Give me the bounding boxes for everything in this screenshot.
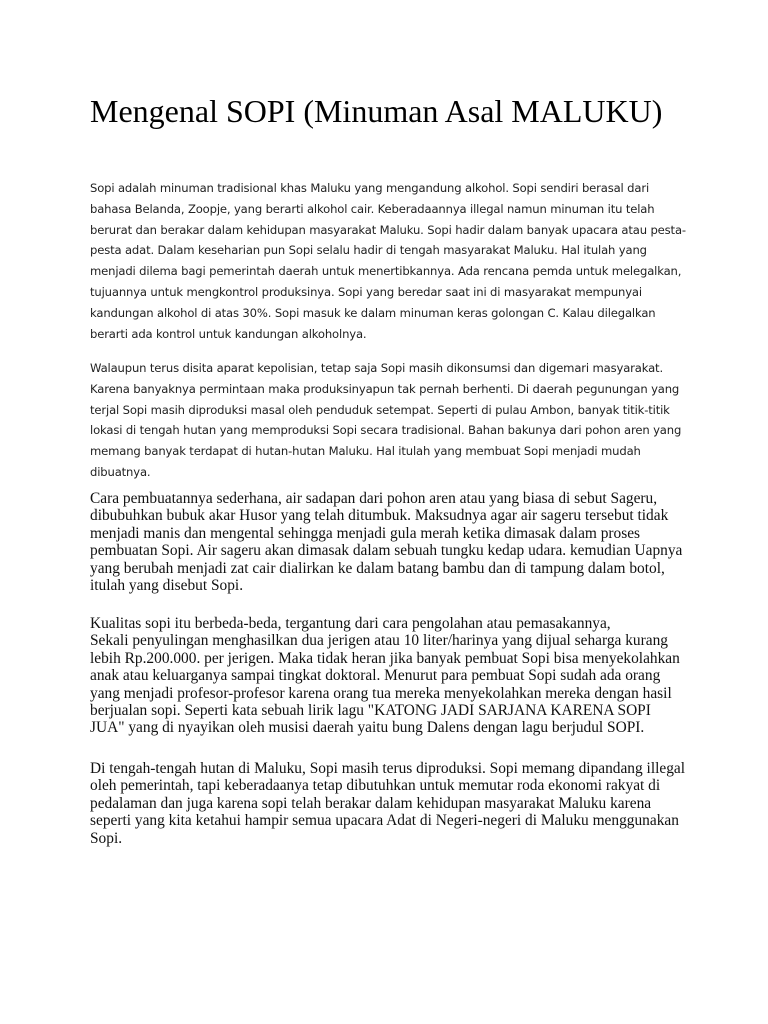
text-line: dibubuhkan bubuk akar Husor yang telah ditumbuk. Maksudnya agar air sageru tersebut tidak — [90, 507, 669, 525]
text-line: terjal Sopi masih diproduksi masal oleh penduduk setempat. Seperti di pulau Ambon, banyak titik-titik — [90, 402, 670, 417]
text-line: pembuatan Sopi. Air sageru akan dimasak dalam sebuah tungku kedap udara. kemudian Uapnya — [90, 542, 683, 560]
text-line: pedalaman dan juga karena sopi telah berakar dalam kehidupan masyarakat Maluku karena — [90, 794, 652, 812]
text-line: anak atau keluarganya sampai tingkat doktoral. Menurut para pembuat Sopi sudah ada orang — [90, 667, 661, 685]
text-line: lokasi di tengah hutan yang memproduksi Sopi secara tradisional. Bahan bakunya dari pohon aren yang — [90, 423, 682, 438]
paragraph-1 — [90, 178, 686, 344]
text-line: berjualan sopi. Seperti kata sebuah lirik lagu "KATONG JADI SARJANA KARENA SOPI — [90, 702, 651, 720]
paragraph-2 — [90, 358, 681, 483]
text-line: berarti ada kontrol untuk kandungan alkoholnya. — [90, 326, 367, 341]
document-title: Mengenal SOPI (Minuman Asal MALUKU) — [90, 93, 663, 129]
text-line: menjadi manis dan mengental sehingga menjadi gula merah ketika dimasak dalam proses — [90, 524, 641, 542]
text-line: menjadi dilema bagi pemerintah daerah untuk menertibkannya. Ada rencana pemda untuk melegalkan, — [90, 264, 682, 279]
text-line: Di tengah-tengah hutan di Maluku, Sopi masih terus diproduksi. Sopi memang dipandang illegal — [90, 760, 686, 777]
text-line: oleh pemerintah, tapi keberadaanya tetap dibutuhkan untuk memutar roda ekonomi rakyat di — [90, 777, 661, 795]
text-line: Sopi adalah minuman tradisional khas Maluku yang mengandung alkohol. Sopi sendiri berasal dari — [90, 181, 650, 195]
paragraph-5 — [90, 760, 685, 847]
text-line: pesta adat. Dalam keseharian pun Sopi selalu hadir di tengah masyarakat Maluku. Hal itulah yang — [90, 243, 647, 258]
text-line: kandungan alkohol di atas 30%. Sopi masuk ke dalam minuman keras golongan C. Kalau dilegalkan — [90, 305, 656, 320]
text-line: seperti yang kita ketahui hampir semua upacara Adat di Negeri-negeri di Maluku menggunakan — [90, 812, 679, 830]
text-line: Cara pembuatannya sederhana, air sadapan dari pohon aren atau yang biasa di sebut Sageru, — [90, 490, 658, 507]
text-line: lebih Rp.200.000. per jerigen. Maka tidak heran jika banyak pembuat Sopi bisa menyekolahkan — [90, 649, 680, 667]
text-line: Sekali penyulingan menghasilkan dua jerigen atau 10 liter/harinya yang dijual seharga kurang — [90, 632, 668, 650]
text-line: Sopi. — [90, 829, 123, 847]
text-line: itulah yang disebut Sopi. — [90, 577, 244, 595]
text-line: Walaupun terus disita aparat kepolisian, tetap saja Sopi masih dikonsumsi dan digemari masyarakat. — [90, 361, 663, 375]
text-line: Kualitas sopi itu berbeda-beda, tergantung dari cara pengolahan atau pemasakannya, — [90, 615, 611, 632]
text-line: berurat dan berakar dalam kehidupan masyarakat Maluku. Sopi hadir dalam banyak upacara atau pesta- — [90, 222, 686, 237]
text-line: tujuannya untuk mengkontrol produksinya. Sopi yang beredar saat ini di masyarakat mempunyai — [90, 284, 642, 299]
paragraph-3 — [90, 490, 682, 594]
text-line: Karena banyaknya permintaan maka produksinyapun tak pernah berhenti. Di daerah pegunungan yang — [90, 381, 680, 396]
text-line: yang berubah menjadi zat cair dialirkan ke dalam batang bambu dan di tampung dalam botol, — [90, 559, 665, 577]
text-line: yang menjadi profesor-profesor karena orang tua mereka menyekolahkan mereka dengan hasil — [90, 684, 672, 702]
text-line: JUA" yang di nyayikan oleh musisi daerah yaitu bung Dalens dengan lagu berjudul SOPI. — [90, 719, 645, 737]
text-line: dibuatnya. — [90, 464, 151, 479]
text-line: memang banyak terdapat di hutan-hutan Maluku. Hal itulah yang membuat Sopi menjadi mudah — [90, 444, 641, 459]
paragraph-4 — [90, 615, 680, 737]
text-line: bahasa Belanda, Zoopje, yang berarti alkohol cair. Keberadaannya illegal namun minuman itu telah — [90, 201, 655, 216]
